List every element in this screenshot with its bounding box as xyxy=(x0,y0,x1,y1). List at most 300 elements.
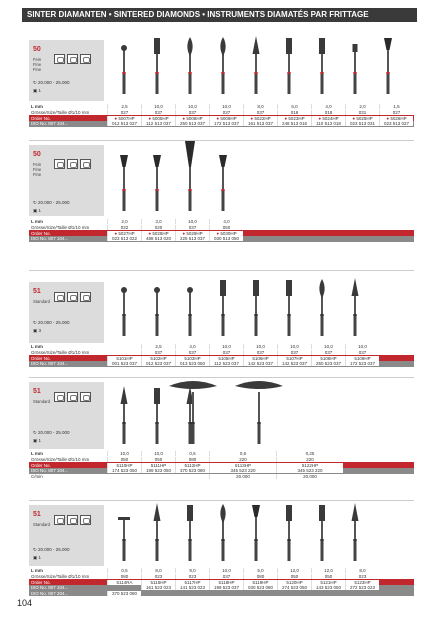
spec-value: 4,0 xyxy=(223,219,230,225)
spec-value: 2,0 xyxy=(121,219,128,225)
material-icon xyxy=(67,54,78,64)
tool-ring xyxy=(122,422,125,424)
spec-value: 020 xyxy=(154,225,163,231)
spec-table xyxy=(29,451,414,479)
spec-value: 6,0 xyxy=(291,104,298,110)
spec-cell xyxy=(175,236,209,241)
spec-value: 5027HP xyxy=(118,230,135,236)
spec-value: 20.000 xyxy=(236,474,250,480)
spec-row-label: Grösse/Size/Taille Ø1/10 mm xyxy=(31,457,90,463)
spec-cell xyxy=(345,574,379,579)
tool-image xyxy=(349,278,361,336)
spec-row xyxy=(29,350,414,356)
spec-cell xyxy=(277,580,311,585)
spec-cell xyxy=(277,104,311,109)
spec-value: 037 xyxy=(324,350,333,356)
section-divider xyxy=(29,500,414,501)
spec-value: 20.000 xyxy=(303,474,317,480)
section-panel xyxy=(29,282,104,343)
spec-value: 274 523 050 xyxy=(281,585,308,591)
spec-cell xyxy=(276,451,343,456)
tool-image xyxy=(168,378,218,444)
spec-row-label: Grösse/Size/Taille Ø1/10 mm xyxy=(31,225,90,231)
spec-value: 143 523 050 xyxy=(315,585,342,591)
tool-ring xyxy=(353,314,356,316)
spec-cell xyxy=(277,121,311,126)
spec-value: 5102HP xyxy=(150,355,167,361)
spec-cell xyxy=(209,344,243,349)
spec-cell xyxy=(311,574,345,579)
spec-cell xyxy=(243,574,277,579)
spec-cell xyxy=(345,585,379,590)
spec-cell xyxy=(107,236,141,241)
spec-cell xyxy=(345,361,379,366)
tool-image xyxy=(184,141,196,211)
spec-row xyxy=(29,591,414,597)
spec-cell xyxy=(107,457,141,462)
spec-row-label: L mm xyxy=(31,219,43,225)
tool-image xyxy=(118,503,130,561)
spec-value: 023 xyxy=(154,574,163,580)
pack-text: 1 xyxy=(38,438,42,443)
spec-value: 5105HP xyxy=(218,355,235,361)
spec-value: 8,0 xyxy=(359,568,366,574)
tool-shank xyxy=(188,539,191,561)
spec-row-label: Order No. xyxy=(31,115,51,121)
spec-cell xyxy=(345,104,379,109)
spec-cell xyxy=(209,474,276,479)
red-dot-icon: ● xyxy=(216,230,221,236)
tool-image xyxy=(217,503,229,561)
tool-head xyxy=(286,505,292,521)
pack-text: 3 xyxy=(38,328,42,333)
spec-row xyxy=(29,568,414,574)
spec-row xyxy=(29,104,414,110)
section-panel xyxy=(29,40,104,101)
spec-row xyxy=(29,110,414,116)
spec-value: 199 523 037 xyxy=(213,585,240,591)
spec-value: 10,0 xyxy=(154,451,163,457)
tool-ring xyxy=(155,72,158,74)
spec-value: 0,25 xyxy=(305,451,315,457)
pack-icon: ▣ xyxy=(33,208,39,213)
tool-ring xyxy=(254,539,257,541)
spec-value: 5028HP xyxy=(152,230,169,236)
spec-cell xyxy=(277,350,311,355)
spec-cell xyxy=(379,104,413,109)
tool-head xyxy=(187,505,193,521)
spec-value: 5120HP xyxy=(286,579,303,585)
tool-image xyxy=(118,36,130,94)
product-section xyxy=(29,505,414,605)
spec-value: 161 523 023 xyxy=(145,585,172,591)
spec-cell xyxy=(107,451,141,456)
spec-cell xyxy=(243,568,277,573)
spec-cell xyxy=(209,231,243,236)
red-dot-icon: ● xyxy=(148,230,153,236)
spec-value: 023 xyxy=(188,574,197,580)
spec-cell xyxy=(345,568,379,573)
grit-label: Fine xyxy=(33,172,42,178)
spec-value: 037 xyxy=(154,350,163,356)
grit-labels xyxy=(33,399,50,404)
spec-cell xyxy=(209,350,243,355)
tool-neck xyxy=(189,292,191,314)
pack-icon: ▣ xyxy=(33,438,39,443)
spec-value: 10,0 xyxy=(290,344,299,350)
spec-value: 5029HP xyxy=(186,230,203,236)
tool-shank xyxy=(155,72,158,94)
tool-image xyxy=(283,278,295,336)
spec-cell xyxy=(175,104,209,109)
handpiece-icon xyxy=(80,159,91,169)
spec-cell xyxy=(209,116,243,121)
handpiece-icon xyxy=(80,392,91,402)
page-header: SINTER DIAMANTEN • SINTERED DIAMONDS • INSTRUMENTS DIAMATÉS PAR FRITTAGE xyxy=(22,8,417,22)
spec-value: 370 523 080 xyxy=(111,591,138,597)
page-number: 104 xyxy=(17,598,33,608)
spec-value: 4,0 xyxy=(325,104,332,110)
spec-cell xyxy=(277,116,311,121)
spec-value: 050 xyxy=(324,574,333,580)
spec-value: 10,0 xyxy=(120,451,129,457)
tool-neck xyxy=(123,292,125,314)
section-code: 51 xyxy=(33,511,41,518)
spec-value: 5123HP xyxy=(354,579,371,585)
tool-image xyxy=(217,153,229,211)
grit-label: Fein xyxy=(33,162,42,167)
spec-value: 12,0 xyxy=(290,568,299,574)
spec-cell xyxy=(209,219,243,224)
spec-value: 10,0 xyxy=(154,104,163,110)
spec-value: 030 523 080 xyxy=(247,585,274,591)
tool-image xyxy=(118,153,130,211)
spec-cell xyxy=(107,361,141,366)
spec-value: 5022HP xyxy=(254,115,271,121)
rpm-icon: ↻ xyxy=(33,80,39,85)
spec-cell xyxy=(277,344,311,349)
rpm-icon: ↻ xyxy=(33,320,39,325)
spec-value: 5119HP xyxy=(252,579,269,585)
spec-row-label: ISO No. 807 104... xyxy=(31,236,69,242)
spec-value: 225 513 037 xyxy=(179,236,206,242)
spec-value: 5,0 xyxy=(257,568,264,574)
red-dot-icon: ● xyxy=(182,230,187,236)
spec-row xyxy=(29,236,414,242)
spec-value: 037 xyxy=(222,350,231,356)
tool-neck xyxy=(258,392,260,422)
spec-value: 5110HP xyxy=(116,462,133,468)
spec-row-label: ISO No. 807 104... xyxy=(31,121,69,127)
spec-row-label: Order No. xyxy=(31,355,51,361)
tool-head xyxy=(169,381,217,389)
spec-cell xyxy=(141,361,175,366)
spec-table xyxy=(29,344,414,367)
tool-ring xyxy=(353,72,356,74)
red-dot-icon: ● xyxy=(250,115,255,121)
spec-value: 5101HP xyxy=(116,355,133,361)
spec-value: 5007HP xyxy=(118,115,135,121)
spec-cell xyxy=(175,580,209,585)
spec-value: 5008HP xyxy=(186,115,203,121)
tool-ring xyxy=(353,539,356,541)
spec-value: 050 xyxy=(120,457,129,463)
tool-head xyxy=(219,155,227,167)
spec-value: 10,0 xyxy=(222,104,231,110)
spec-value: 0,6 xyxy=(239,451,247,457)
spec-cell xyxy=(141,116,175,121)
tool-shank xyxy=(320,314,323,336)
product-section xyxy=(29,282,414,372)
spec-cell xyxy=(107,580,141,585)
tool-head xyxy=(384,38,392,50)
spec-cell xyxy=(243,116,277,121)
spec-value: 12,0 xyxy=(324,568,333,574)
tool-head xyxy=(286,280,292,296)
handpiece-icon xyxy=(80,515,91,525)
tool-ring xyxy=(254,72,257,74)
tool-image xyxy=(151,386,163,444)
tool-neck xyxy=(255,517,257,539)
tool-ring xyxy=(188,539,191,541)
spec-cell xyxy=(107,104,141,109)
spec-row xyxy=(29,344,414,350)
spec-value: 272 523 023 xyxy=(349,585,376,591)
spec-value: 112 523 037 xyxy=(214,361,239,367)
spec-row-label: ISO No. 807 104... xyxy=(31,585,69,591)
spec-value: 5111HP xyxy=(150,462,167,468)
spec-value: 4,0 xyxy=(189,344,196,350)
section-divider xyxy=(29,377,414,378)
rpm-text: 20.000 - 25.000 xyxy=(38,547,70,552)
spec-value: 5024HP xyxy=(322,115,339,121)
tool-head xyxy=(352,44,357,52)
spec-cell xyxy=(243,104,277,109)
tool-neck xyxy=(354,50,356,72)
spec-value: 5025HP xyxy=(356,115,373,121)
spec-cell xyxy=(141,236,175,241)
tool-shank xyxy=(155,314,158,336)
spec-cell xyxy=(277,361,311,366)
spec-value: 023 513 027 xyxy=(383,121,410,127)
tool-shank xyxy=(155,189,158,211)
tool-images xyxy=(107,382,414,450)
rpm-icon: ↻ xyxy=(33,430,39,435)
spec-cell xyxy=(141,121,175,126)
spec-cell xyxy=(209,356,243,361)
spec-value: 023 xyxy=(358,574,367,580)
tool-shank xyxy=(353,72,356,94)
spec-cell xyxy=(175,356,209,361)
spec-cell xyxy=(141,344,175,349)
spec-value: 0,6 xyxy=(189,451,196,457)
spec-value: 250 513 037 xyxy=(179,121,206,127)
handpiece-icon xyxy=(80,292,91,302)
tool-head xyxy=(120,386,127,404)
spec-cell xyxy=(243,361,277,366)
spec-cell xyxy=(141,225,175,230)
pack-text: 1 xyxy=(38,88,42,93)
spec-cell xyxy=(175,574,209,579)
spec-cell xyxy=(141,585,175,590)
tool-shank xyxy=(320,72,323,94)
rpm-text: 20.000 - 25.000 xyxy=(38,320,70,325)
rpm-text: 20.000 - 25.000 xyxy=(38,80,70,85)
tool-neck xyxy=(192,392,194,422)
spec-cell xyxy=(175,350,209,355)
spec-cell xyxy=(107,463,141,468)
spec-cell xyxy=(209,236,243,241)
spec-cell xyxy=(107,219,141,224)
spec-cell xyxy=(311,356,345,361)
spec-row xyxy=(29,579,414,585)
grit-labels xyxy=(33,522,50,527)
spec-value: 8,0 xyxy=(257,104,264,110)
spec-value: 037 xyxy=(256,350,265,356)
spec-value: 172 513 037 xyxy=(213,121,240,127)
spec-cell xyxy=(345,116,379,121)
spec-value: 031 xyxy=(358,110,367,116)
spec-value: 050 xyxy=(290,574,299,580)
spec-value: 5023HP xyxy=(288,115,305,121)
spec-row-label: ISO No. 807 104... xyxy=(31,361,69,367)
tool-shank xyxy=(188,189,191,211)
material-icon xyxy=(67,292,78,302)
spec-cell xyxy=(209,451,276,456)
spec-cell xyxy=(141,451,175,456)
section-divider xyxy=(29,270,414,271)
spec-value: 050 xyxy=(222,225,231,231)
spec-cell xyxy=(311,350,345,355)
spec-value: 5026HP xyxy=(390,115,407,121)
section-panel xyxy=(29,505,104,566)
spec-value: 012 523 037 xyxy=(145,361,172,367)
tool-ring xyxy=(257,422,260,424)
spec-cell xyxy=(107,116,141,121)
spec-value: 023 513 022 xyxy=(111,236,138,242)
spec-cell xyxy=(175,468,209,473)
tool-ring xyxy=(191,422,194,424)
spec-value: 110 513 018 xyxy=(316,121,341,127)
tool-ring xyxy=(320,314,323,316)
spec-cell xyxy=(311,568,345,573)
spec-value: 8,0 xyxy=(155,568,162,574)
spec-cell xyxy=(311,116,345,121)
tool-head xyxy=(187,37,192,56)
spec-cell xyxy=(209,568,243,573)
red-dot-icon: ● xyxy=(386,115,391,121)
spec-value: 220 xyxy=(306,457,314,463)
pack-quantity xyxy=(33,438,41,444)
tool-image xyxy=(151,36,163,94)
pack-text: 1 xyxy=(38,555,42,560)
spec-cell xyxy=(311,344,345,349)
spec-row xyxy=(29,585,414,591)
spec-cell xyxy=(141,219,175,224)
rpm-range xyxy=(33,320,70,326)
tool-head xyxy=(252,505,260,517)
spec-value: 2,0 xyxy=(359,104,366,110)
section-divider xyxy=(29,140,414,141)
spec-value: 3,0 xyxy=(155,219,162,225)
spec-cell xyxy=(379,110,413,115)
tool-ring xyxy=(287,314,290,316)
spec-cell xyxy=(209,585,243,590)
material-icon xyxy=(67,159,78,169)
spec-value: 5122HP xyxy=(301,462,319,468)
spec-cell xyxy=(175,457,209,462)
application-icon xyxy=(54,54,65,64)
spec-value: 080 xyxy=(188,457,197,463)
tool-head xyxy=(319,279,324,298)
tool-head xyxy=(153,155,161,167)
spec-value: 10,0 xyxy=(188,219,197,225)
grit-label: Fein xyxy=(33,57,42,62)
spec-value: 037 xyxy=(188,110,197,116)
spec-cell xyxy=(243,110,277,115)
red-dot-icon: ● xyxy=(114,230,119,236)
tool-ring xyxy=(122,314,125,316)
spec-value: 10,0 xyxy=(324,344,333,350)
spec-row-label: Grösse/Size/Taille Ø1/10 mm xyxy=(31,110,90,116)
rpm-text: 20.000 - 25.000 xyxy=(38,200,70,205)
spec-cell xyxy=(141,574,175,579)
spec-cell xyxy=(243,121,277,126)
spec-value: 0,5 xyxy=(121,568,128,574)
spec-row-label: Grösse/Size/Taille Ø1/10 mm xyxy=(31,574,90,580)
spec-value: 9,0 xyxy=(189,568,196,574)
tool-ring xyxy=(155,539,158,541)
spec-cell xyxy=(276,463,343,468)
spec-row-label: ISO No. 807 204... xyxy=(31,591,69,597)
spec-value: 5109HP xyxy=(354,355,371,361)
tool-ring xyxy=(287,539,290,541)
tool-shank xyxy=(155,539,158,561)
spec-cell xyxy=(107,356,141,361)
tool-image xyxy=(217,278,229,336)
tool-image xyxy=(349,503,361,561)
spec-table xyxy=(29,568,414,596)
spec-cell xyxy=(209,457,276,462)
spec-value: 172 523 037 xyxy=(349,361,376,367)
spec-value: 5030HP xyxy=(220,230,237,236)
tool-image xyxy=(316,36,328,94)
tool-image xyxy=(184,503,196,561)
tool-ring xyxy=(221,539,224,541)
red-dot-icon: ● xyxy=(182,115,187,121)
spec-cell xyxy=(141,457,175,462)
tool-shank xyxy=(188,72,191,94)
product-section xyxy=(29,382,414,492)
pack-quantity xyxy=(33,88,41,94)
tool-shank xyxy=(353,314,356,336)
tool-ring xyxy=(155,189,158,191)
spec-value: 5103HP xyxy=(184,355,201,361)
spec-cell xyxy=(345,350,379,355)
spec-cell xyxy=(209,225,243,230)
rpm-range xyxy=(33,80,70,86)
tool-image xyxy=(234,378,284,444)
tool-head xyxy=(121,45,127,51)
tool-ring xyxy=(155,314,158,316)
spec-cell xyxy=(311,585,345,590)
spec-cell xyxy=(345,344,379,349)
tool-head xyxy=(187,287,193,293)
spec-value: 080 xyxy=(256,574,265,580)
tool-shank xyxy=(122,539,125,561)
spec-row-label: L mm xyxy=(31,568,43,574)
spec-cell xyxy=(277,110,311,115)
